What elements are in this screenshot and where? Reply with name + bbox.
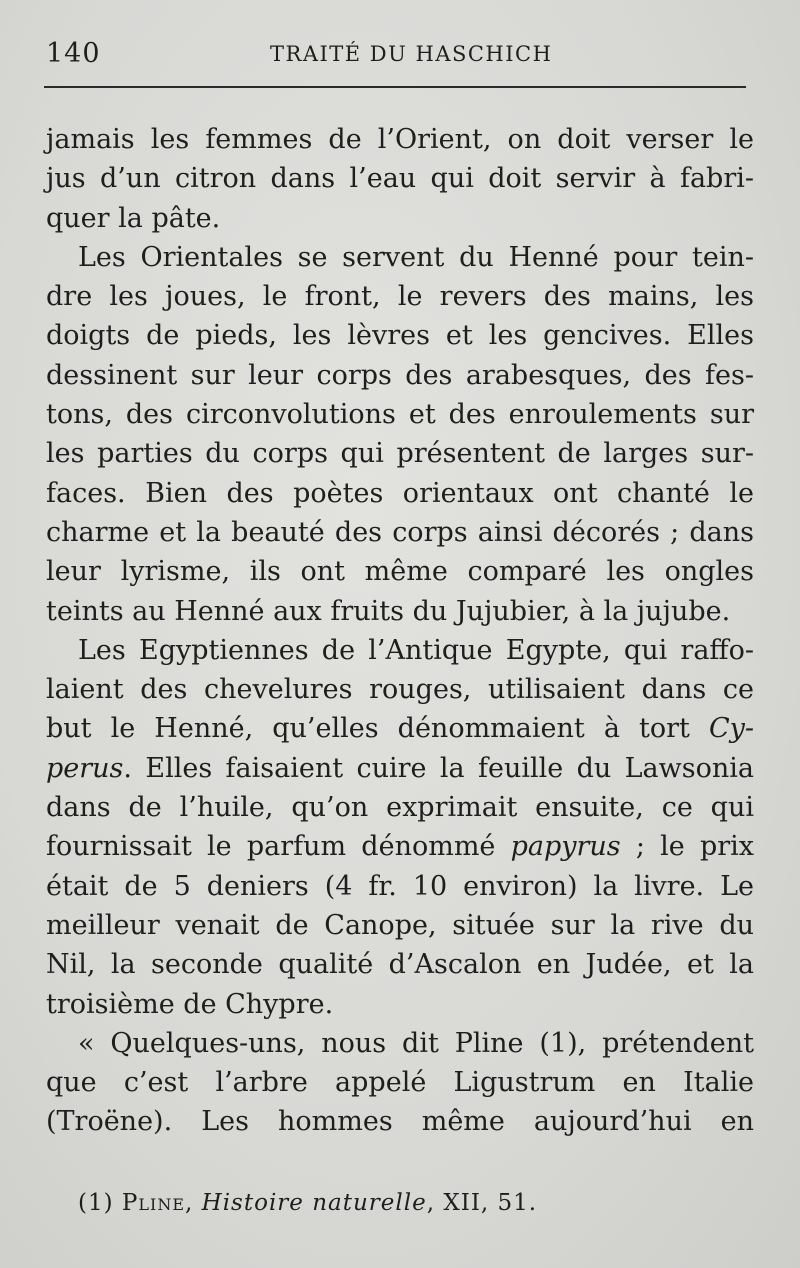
text-line: laient des chevelures rouges, utilisaient dans ce — [46, 674, 754, 706]
text-line: les parties du corps qui présentent de larges sur- — [46, 438, 754, 470]
italic-word: perus — [46, 752, 124, 784]
page-header — [46, 38, 746, 78]
text-line: « Quelques-uns, nous dit Pline (1), prétendent — [78, 1027, 754, 1059]
text-line: leur lyrisme, ils ont même comparé les ongles — [46, 556, 754, 588]
footnote-separator: , — [185, 1190, 194, 1216]
italic-word: papyrus — [510, 831, 621, 863]
text-line: charme et la beauté des corps ainsi décorés ; dans — [46, 516, 754, 548]
text-line: troisième de Chypre. — [46, 988, 334, 1020]
text-line: doigts de pieds, les lèvres et les gencives. Elles — [46, 320, 754, 352]
footnote-author: Pline — [121, 1190, 186, 1216]
text-line: dans de l’huile, qu’on exprimait ensuite, ce qui — [46, 792, 754, 824]
text-line — [46, 749, 754, 788]
text-line: était de 5 deniers (4 fr. 10 environ) la livre. Le — [46, 870, 754, 902]
text-line: teints au Henné aux fruits du Jujubier, à la jujube. — [46, 595, 731, 627]
text-line: Les Egyptiennes de l’Antique Egypte, qui raffo- — [78, 634, 754, 666]
text-line: quer la pâte. — [46, 202, 221, 234]
footnote — [78, 1190, 537, 1216]
running-title: TRAITÉ DU HASCHICH — [270, 42, 553, 66]
italic-word: Cy- — [708, 713, 754, 745]
text-segment: . Elles faisaient cuire la feuille du Lawsonia — [123, 752, 754, 784]
text-segment: fournissait le parfum dénommé — [46, 831, 511, 863]
text-line: Nil, la seconde qualité d’Ascalon en Judée, et la — [46, 949, 754, 981]
text-line: dre les joues, le front, le revers des mains, les — [46, 281, 754, 313]
text-line: tons, des circonvolutions et des enroulements sur — [46, 399, 754, 431]
footnote-work: Histoire naturelle — [201, 1190, 427, 1216]
text-line: dessinent sur leur corps des arabesques, des fes- — [46, 359, 754, 391]
text-line: (Troëne). Les hommes même aujourd’hui en — [46, 1106, 754, 1138]
text-segment: but le Henné, qu’elles dénommaient à tort — [46, 713, 709, 745]
text-segment: ; le prix — [620, 831, 754, 863]
text-line: jus d’un citron dans l’eau qui doit servir à fabri- — [46, 163, 754, 195]
text-line — [46, 827, 754, 866]
body-text — [46, 120, 754, 1142]
footnote-marker: (1) — [78, 1190, 114, 1216]
text-line: jamais les femmes de l’Orient, on doit verser le — [46, 124, 754, 155]
header-rule — [44, 86, 746, 88]
text-line: que c’est l’arbre appelé Ligustrum en Italie — [46, 1067, 754, 1099]
text-line: meilleur venait de Canope, située sur la rive du — [46, 909, 754, 941]
text-line: faces. Bien des poètes orientaux ont chanté le — [46, 477, 754, 509]
footnote-reference: , XII, 51. — [426, 1190, 538, 1216]
text-line — [46, 709, 754, 748]
text-line: Les Orientales se servent du Henné pour tein- — [78, 241, 754, 273]
page-number: 140 — [46, 38, 101, 69]
